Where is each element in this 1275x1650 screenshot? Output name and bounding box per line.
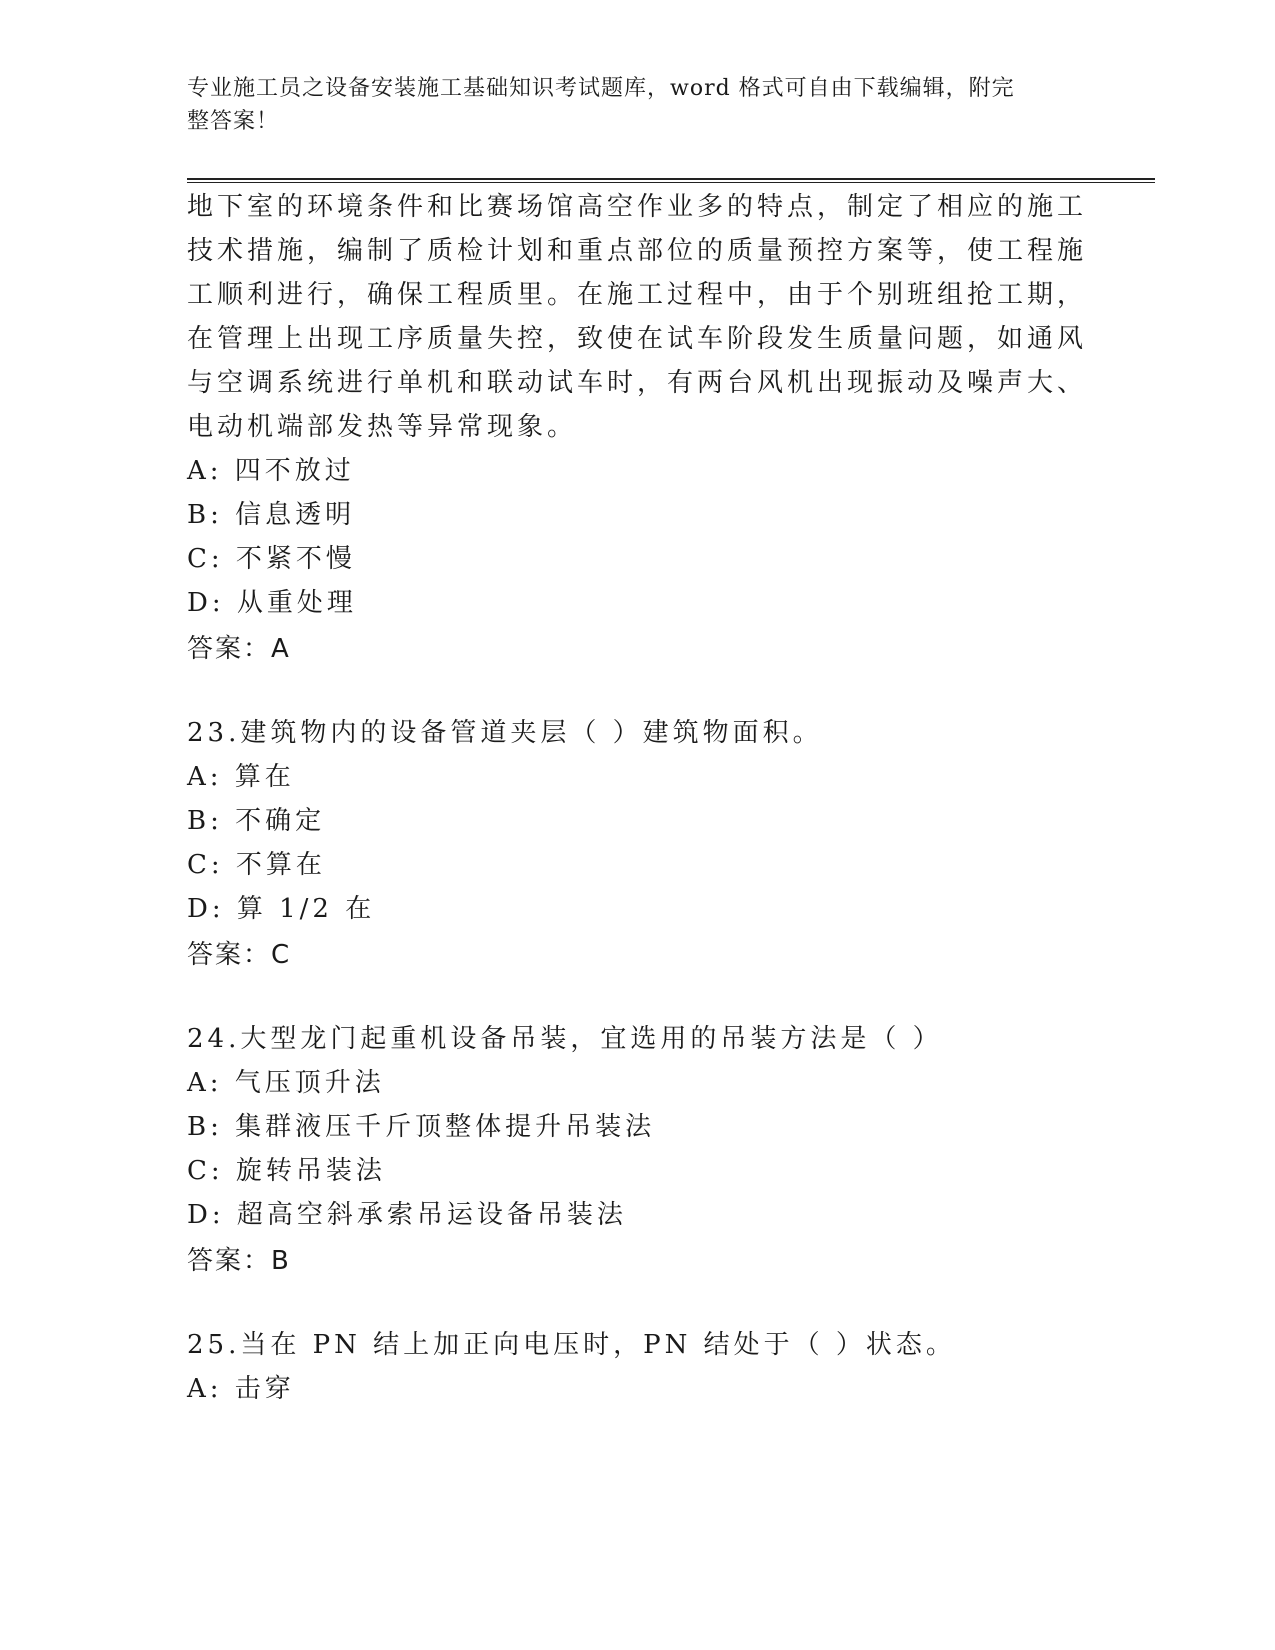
answer-label: 答案：B <box>187 1246 291 1276</box>
passage-line: 技术措施，编制了质检计划和重点部位的质量预控方案等，使工程施 <box>187 236 1088 266</box>
option-b: B: 集群液压千斤顶整体提升吊装法 <box>187 1112 656 1142</box>
option-c: C: 不紧不慢 <box>187 544 356 574</box>
passage-line: 与空调系统进行单机和联动试车时，有两台风机出现振动及噪声大、 <box>187 368 1088 398</box>
option-b: B: 信息透明 <box>187 500 356 530</box>
header-line-2: 整答案！ <box>187 109 280 134</box>
question-25: 25.当在 PN 结上加正向电压时，PN 结处于（ ）状态。 <box>187 1330 956 1360</box>
answer-label: 答案：C <box>187 940 292 970</box>
option-c: C: 旋转吊装法 <box>187 1156 386 1186</box>
question-23: 23.建筑物内的设备管道夹层（ ）建筑物面积。 <box>187 718 823 748</box>
option-d: D: 超高空斜承索吊运设备吊装法 <box>187 1200 627 1230</box>
option-b: B: 不确定 <box>187 806 326 836</box>
option-a: A: 算在 <box>187 762 295 792</box>
option-a: A: 击穿 <box>187 1374 295 1404</box>
option-d: D: 从重处理 <box>187 588 357 618</box>
passage-line: 在管理上出现工序质量失控，致使在试车阶段发生质量问题，如通风 <box>187 324 1088 354</box>
option-a: A: 四不放过 <box>187 456 355 486</box>
document-header <box>187 72 1067 138</box>
option-d: D: 算 1/2 在 <box>187 894 376 924</box>
question-24: 24.大型龙门起重机设备吊装，宜选用的吊装方法是（ ） <box>187 1024 943 1054</box>
option-a: A: 气压顶升法 <box>187 1068 385 1098</box>
header-line-1: 专业施工员之设备安装施工基础知识考试题库，word 格式可自由下载编辑，附完 <box>187 76 1015 101</box>
passage-line: 地下室的环境条件和比赛场馆高空作业多的特点，制定了相应的施工 <box>187 192 1088 222</box>
passage-line: 工顺利进行，确保工程质里。在施工过程中，由于个别班组抢工期， <box>187 280 1088 310</box>
header-rule-thick <box>187 178 1155 180</box>
answer-label: 答案：A <box>187 634 291 664</box>
passage-line: 电动机端部发热等异常现象。 <box>187 412 578 442</box>
option-c: C: 不算在 <box>187 850 326 880</box>
header-rule-thin <box>187 182 1155 183</box>
